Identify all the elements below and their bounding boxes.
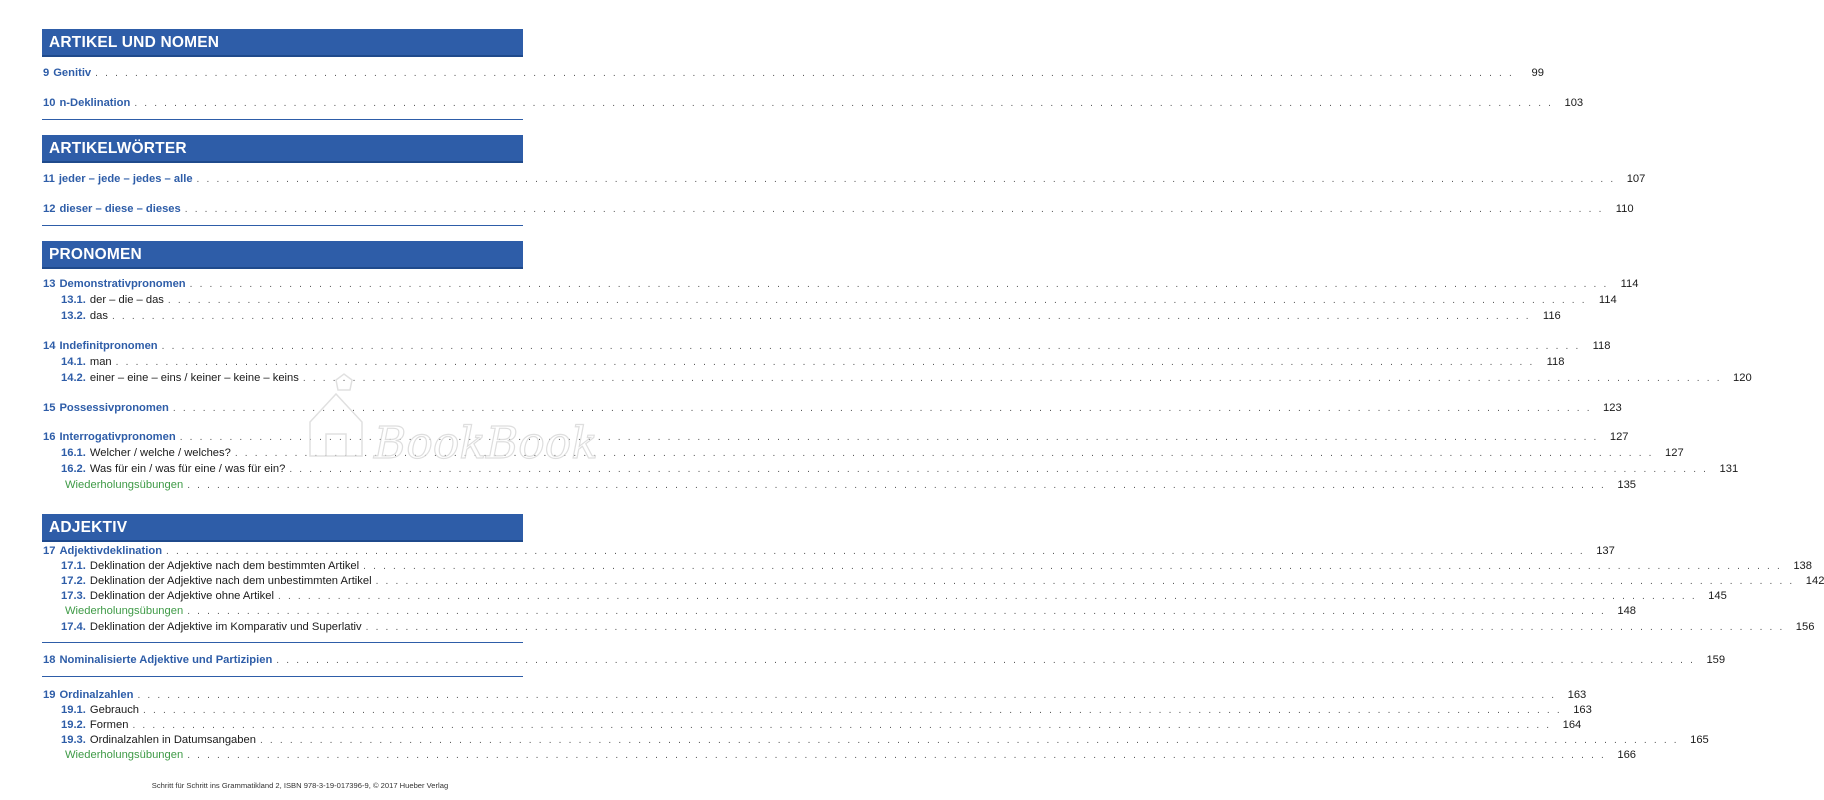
dot-leader	[190, 277, 1609, 292]
dot-leader	[162, 339, 1581, 354]
entry-title: Deklination der Adjektive im Komparativ und Superlativ	[89, 621, 362, 633]
dot-leader	[95, 66, 1514, 81]
entry-number: 15	[43, 402, 56, 414]
entry-page: 142	[1805, 575, 1824, 587]
section-title: ADJEKTIV	[42, 514, 523, 542]
entry-title: Wiederholungsübungen	[65, 605, 184, 617]
entry-title: jeder – jede – jedes – alle	[58, 173, 193, 185]
toc-entry[interactable]	[42, 96, 1584, 111]
entry-page: 138	[1793, 560, 1812, 572]
entry-number: 14	[43, 340, 56, 352]
entry-page: 120	[1733, 372, 1752, 384]
toc-entry[interactable]	[42, 688, 1587, 703]
dot-leader	[363, 559, 1782, 574]
toc-subentry[interactable]	[42, 559, 1812, 574]
toc-entry[interactable]	[42, 653, 1726, 668]
section-divider	[42, 225, 523, 226]
entry-page: 135	[1617, 479, 1637, 491]
toc-review-entry[interactable]	[42, 748, 1637, 763]
toc-entry[interactable]	[42, 66, 1544, 81]
dot-leader	[187, 604, 1606, 619]
dot-leader	[166, 544, 1585, 559]
entry-page: 137	[1596, 545, 1615, 557]
section-adjektiv	[42, 514, 1824, 761]
toc-entry[interactable]	[42, 277, 1639, 292]
toc-subentry[interactable]	[42, 589, 1727, 604]
entry-title: Indefinitpronomen	[59, 340, 158, 352]
entry-number: 13.1.	[61, 294, 86, 306]
entry-number: 16.2.	[61, 463, 86, 475]
dot-leader	[197, 172, 1616, 187]
entry-page: 127	[1665, 447, 1684, 459]
toc-subentry[interactable]	[42, 703, 1592, 718]
entry-page: 127	[1609, 431, 1629, 443]
entry-title: Interrogativpronomen	[59, 431, 176, 443]
entry-page: 166	[1617, 749, 1637, 761]
entry-number: 19.3.	[61, 734, 86, 746]
entry-page: 131	[1719, 463, 1739, 475]
entry-number: 18	[43, 654, 56, 666]
entry-page: 103	[1564, 97, 1584, 109]
entry-title: Formen	[89, 719, 129, 731]
entry-page: 116	[1542, 310, 1561, 322]
entry-title: Deklination der Adjektive nach dem unbestimmten Artikel	[89, 575, 372, 587]
toc-entry[interactable]	[42, 544, 1615, 559]
entry-page: 163	[1573, 704, 1592, 716]
entry-number: 14.2.	[61, 372, 86, 384]
section-artikel-und-nomen	[42, 29, 1584, 109]
toc-subentry[interactable]	[42, 733, 1709, 748]
entry-number: 19.1.	[61, 704, 86, 716]
toc-subentry[interactable]	[42, 462, 1739, 477]
entry-page: 156	[1795, 621, 1815, 633]
entry-title: Was für ein / was für eine / was für ein?	[89, 463, 286, 475]
entry-title: dieser – diese – dieses	[59, 203, 181, 215]
dot-leader	[260, 733, 1679, 748]
toc-entry[interactable]	[42, 430, 1629, 445]
toc-subentry[interactable]	[42, 446, 1684, 461]
entry-number: 14.1.	[61, 356, 86, 368]
entry-number: 19	[43, 689, 56, 701]
dot-leader	[187, 478, 1606, 493]
toc-entry[interactable]	[42, 339, 1611, 354]
entry-page: 165	[1690, 734, 1709, 746]
section-artikelwoerter	[42, 135, 1646, 215]
dot-leader	[132, 718, 1551, 733]
entry-number: 9	[43, 67, 50, 79]
toc-subentry[interactable]	[42, 355, 1565, 370]
section-divider	[42, 642, 523, 643]
entry-title: Gebrauch	[89, 704, 140, 716]
toc-subentry[interactable]	[42, 718, 1582, 733]
entry-title: Welcher / welche / welches?	[89, 447, 231, 459]
entry-number: 17.2.	[61, 575, 86, 587]
entry-title: Genitiv	[53, 67, 92, 79]
entry-page: 145	[1708, 590, 1727, 602]
entry-page: 107	[1626, 173, 1646, 185]
entry-number: 17.4.	[61, 621, 86, 633]
entry-page: 114	[1620, 278, 1639, 290]
entry-number: 17.3.	[61, 590, 86, 602]
toc-review-entry[interactable]	[42, 478, 1637, 493]
dot-leader	[376, 574, 1795, 589]
entry-title: Demonstrativpronomen	[59, 278, 186, 290]
dot-leader	[180, 430, 1599, 445]
entry-title: Ordinalzahlen	[59, 689, 134, 701]
entry-title: Deklination der Adjektive ohne Artikel	[89, 590, 274, 602]
toc-entry[interactable]	[42, 401, 1622, 416]
entry-number: 19.2.	[61, 719, 86, 731]
entry-number: 16.1.	[61, 447, 86, 459]
dot-leader	[235, 446, 1654, 461]
entry-page: 123	[1603, 402, 1622, 414]
entry-page: 118	[1546, 356, 1565, 368]
entry-title: man	[89, 356, 112, 368]
dot-leader	[173, 401, 1592, 416]
dot-leader	[187, 748, 1606, 763]
entry-number: 16	[43, 431, 56, 443]
toc-entry[interactable]	[42, 172, 1646, 187]
entry-title: Deklination der Adjektive nach dem bestimmten Artikel	[89, 560, 360, 572]
dot-leader	[366, 620, 1785, 635]
toc-subentry[interactable]	[42, 309, 1561, 324]
page-footer: Schritt für Schritt ins Grammatikland 2, ISBN 978-3-19-017396-9, © 2017 Hueber Verlag	[151, 781, 449, 790]
section-divider	[42, 119, 523, 120]
entry-number: 17.1.	[61, 560, 86, 572]
entry-number: 11	[43, 173, 55, 185]
section-title: PRONOMEN	[42, 241, 523, 269]
dot-leader	[116, 355, 1535, 370]
entry-page: 148	[1617, 605, 1637, 617]
dot-leader	[185, 202, 1604, 217]
entry-title: Nominalisierte Adjektive und Partizipien	[59, 654, 273, 666]
dot-leader	[168, 293, 1587, 308]
entry-page: 118	[1592, 340, 1611, 352]
section-title: ARTIKEL UND NOMEN	[42, 29, 523, 57]
dot-leader	[303, 371, 1722, 386]
watermark-text: BookBook	[374, 418, 598, 469]
entry-page: 164	[1562, 719, 1582, 731]
dot-leader	[276, 653, 1695, 668]
entry-title: das	[89, 310, 108, 322]
dot-leader	[112, 309, 1531, 324]
dot-leader	[289, 462, 1708, 477]
entry-page: 159	[1706, 654, 1726, 666]
section-title: ARTIKELWÖRTER	[42, 135, 523, 163]
toc-subentry[interactable]	[42, 293, 1617, 308]
entry-page: 163	[1567, 689, 1587, 701]
dot-leader	[143, 703, 1562, 718]
toc-subentry[interactable]	[42, 574, 1824, 589]
dot-leader	[134, 96, 1553, 111]
toc-subentry[interactable]	[42, 620, 1815, 635]
entry-page: 99	[1531, 67, 1544, 79]
dot-leader	[137, 688, 1556, 703]
entry-number: 13.2.	[61, 310, 86, 322]
entry-number: 12	[43, 203, 56, 215]
entry-title: n-Deklination	[59, 97, 131, 109]
entry-number: 10	[43, 97, 56, 109]
entry-title: einer – eine – eins / keiner – keine – keins	[89, 372, 299, 384]
entry-title: Wiederholungsübungen	[65, 749, 184, 761]
dot-leader	[278, 589, 1697, 604]
entry-number: 17	[43, 545, 56, 557]
entry-page: 114	[1598, 294, 1617, 306]
entry-title: der – die – das	[89, 294, 164, 306]
entry-title: Wiederholungsübungen	[65, 479, 184, 491]
entry-number: 13	[43, 278, 56, 290]
entry-title: Ordinalzahlen in Datumsangaben	[89, 734, 256, 746]
toc-review-entry[interactable]	[42, 604, 1637, 619]
entry-title: Possessivpronomen	[59, 402, 169, 414]
entry-page: 110	[1615, 203, 1634, 215]
toc-entry[interactable]	[42, 202, 1634, 217]
toc-subentry[interactable]	[42, 371, 1752, 386]
section-divider	[42, 676, 523, 677]
entry-title: Adjektivdeklination	[59, 545, 163, 557]
